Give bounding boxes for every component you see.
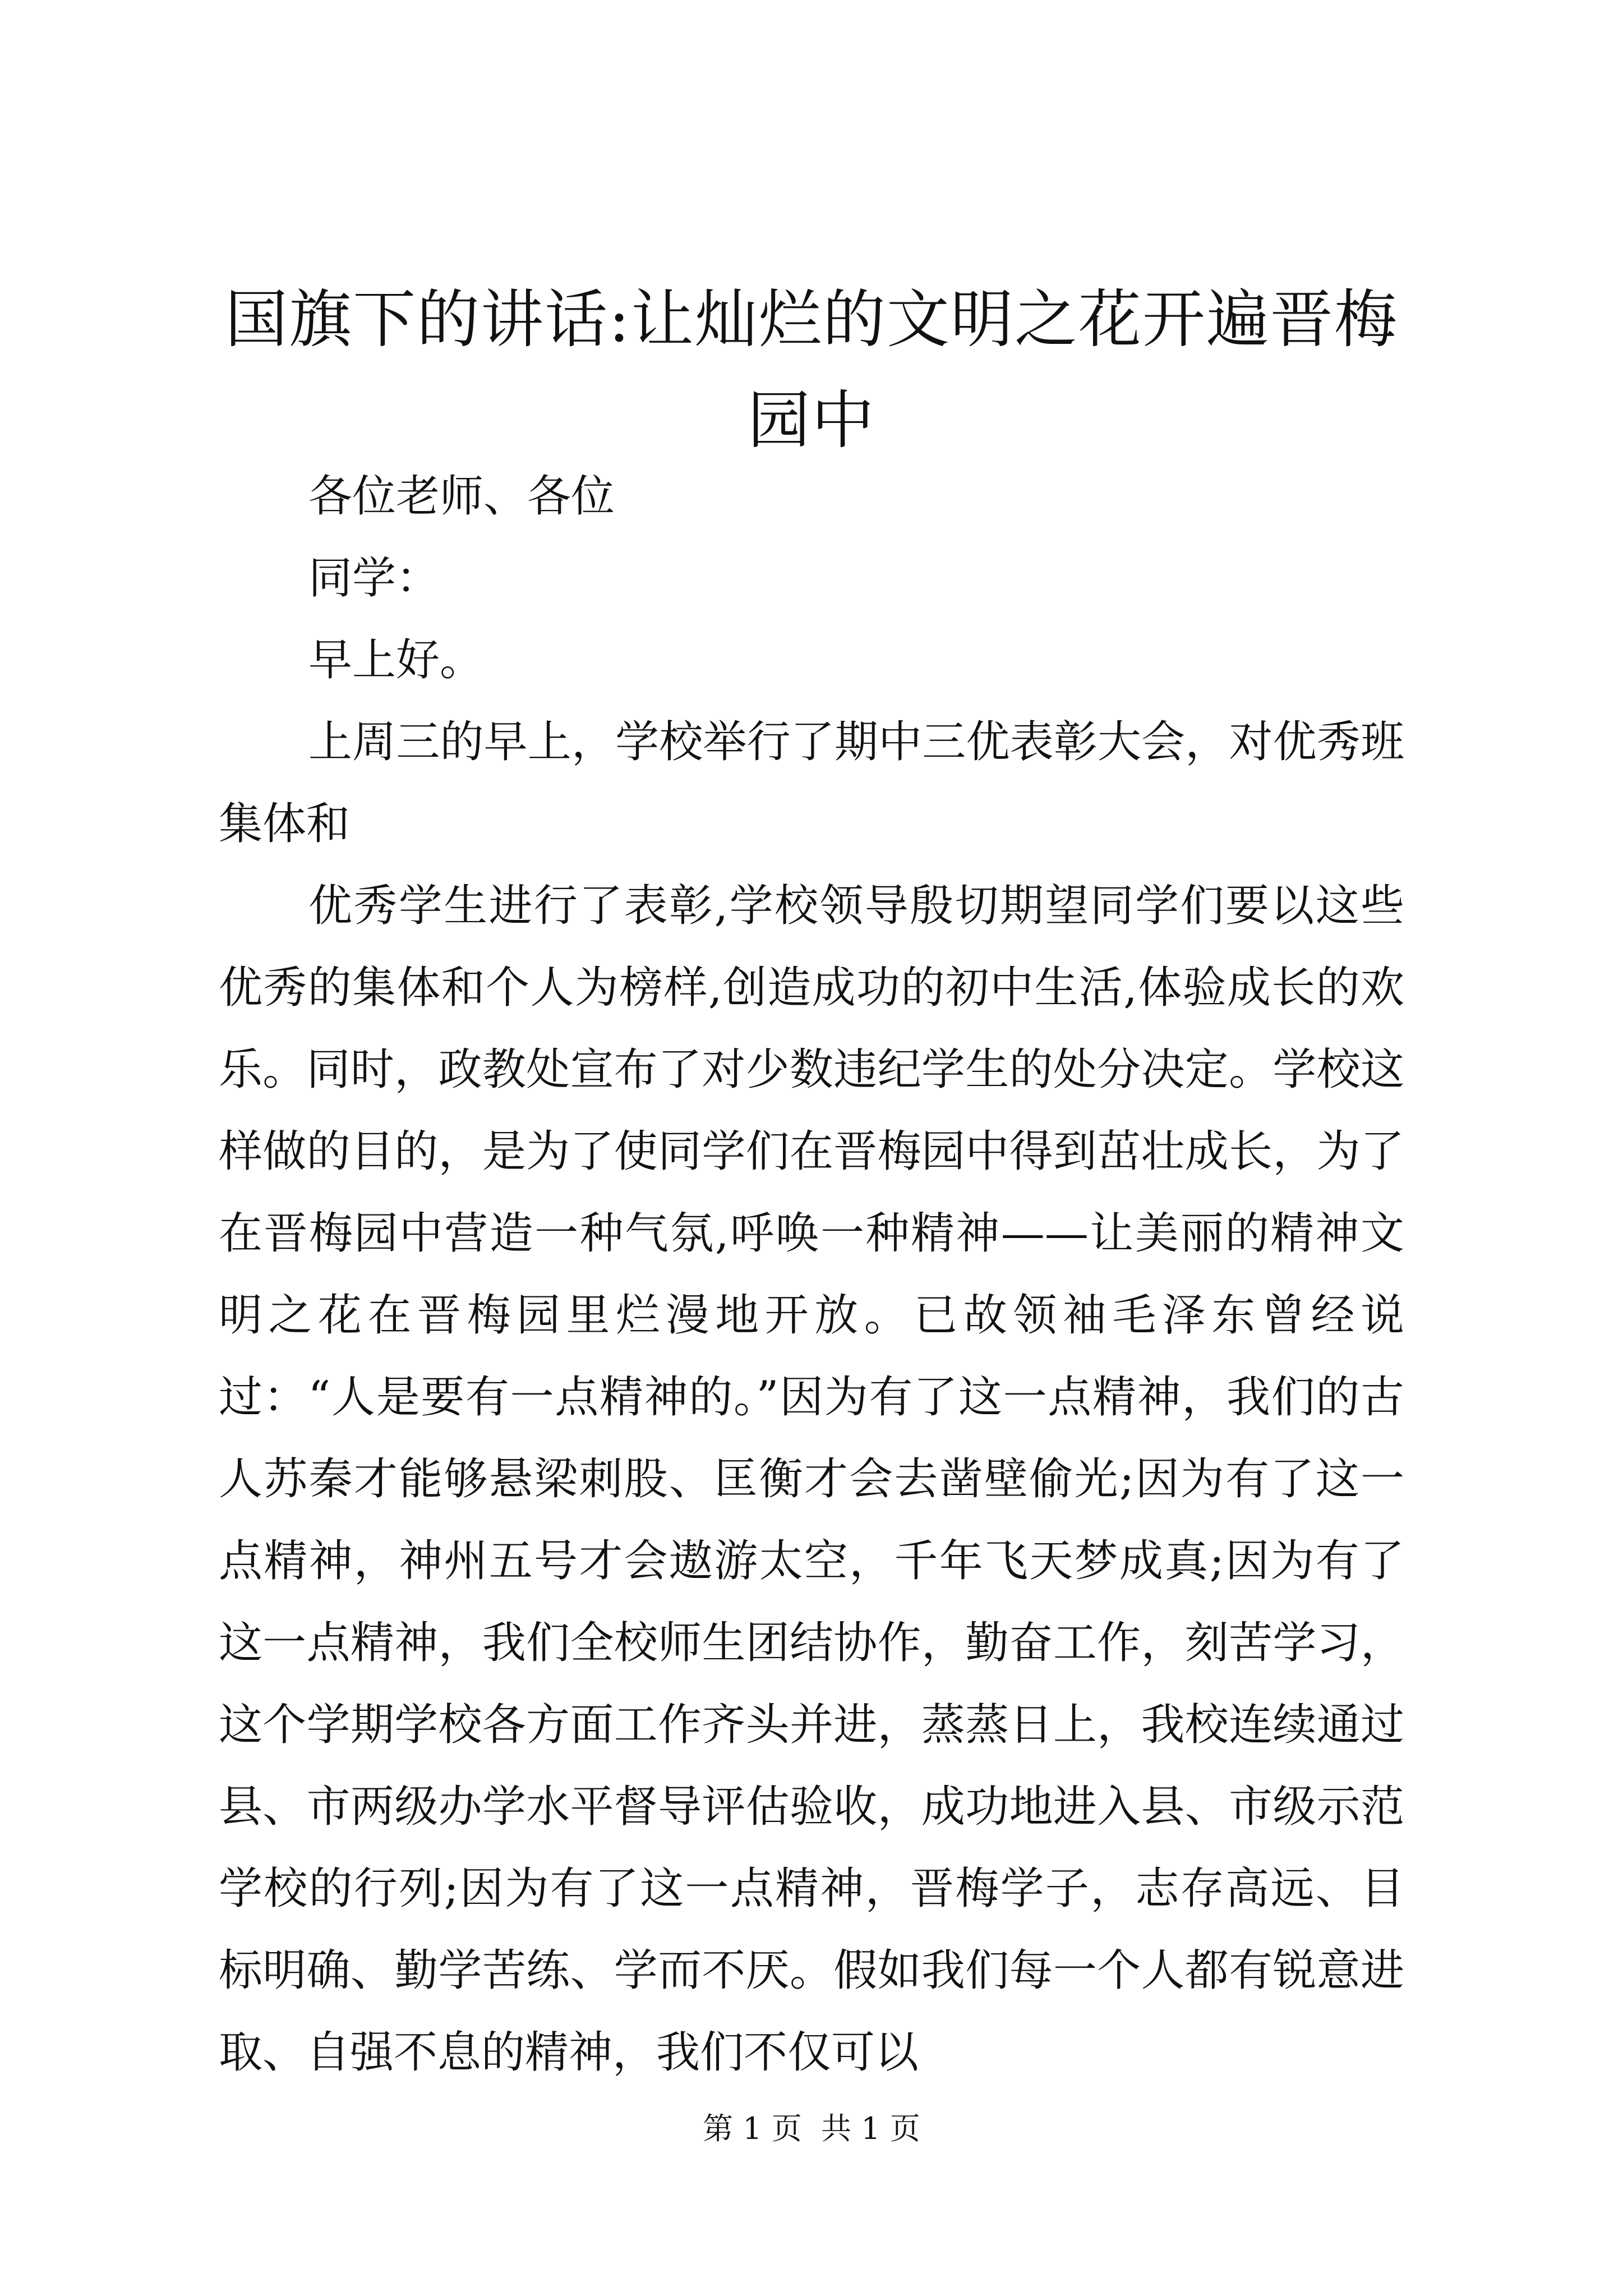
document-body	[219, 455, 1404, 2093]
paragraph-1: 上周三的早上，学校举行了期中三优表彰大会，对优秀班集体和	[219, 717, 1404, 849]
salutation-line-2: 同学：	[308, 553, 440, 604]
page-footer	[0, 2106, 1623, 2151]
paragraph-2: 优秀学生进行了表彰,学校领导殷切期望同学们要以这些优秀的集体和个人为榜样,创造成功的初中生活,体验成长的欢乐。同时，政教处宣布了对少数违纪学生的处分决定。学校这样做的目的，是为了使同学们在晋梅园中得到茁壮成长，为了在晋梅园中营造一种气氛,呼唤一种精神——让美丽的精神文明之花在晋梅园里烂漫地开放。已故领袖毛泽东曾经说过：“人是要有一点精神的。”因为有了这一点精神，我们的古人苏秦才能够悬梁刺股、匡衡才会去凿壁偷光;因为有了这一点精神，神州五号才会遨游太空，千年飞天梦成真;因为有了这一点精神，我们全校师生团结协作，勤奋工作，刻苦学习，这个学期学校各方面工作齐头并进，蒸蒸日上，我校连续通过县、市两级办学水平督导评估验收，成功地进入县、市级示范学校的行列;因为有了这一点精神，晋梅学子，志存高远、目标明确、勤学苦练、学而不厌。假如我们每一个人都有锐意进取、自强不息的精神，我们不仅可以	[219, 881, 1404, 2078]
document-title: 国旗下的讲话:让灿烂的文明之花开遍晋梅园中	[225, 283, 1398, 457]
greeting: 早上好。	[308, 635, 484, 685]
page-number: 第 1 页 共 1 页	[703, 2111, 920, 2146]
salutation-line-1: 各位老师、各位	[308, 471, 615, 522]
